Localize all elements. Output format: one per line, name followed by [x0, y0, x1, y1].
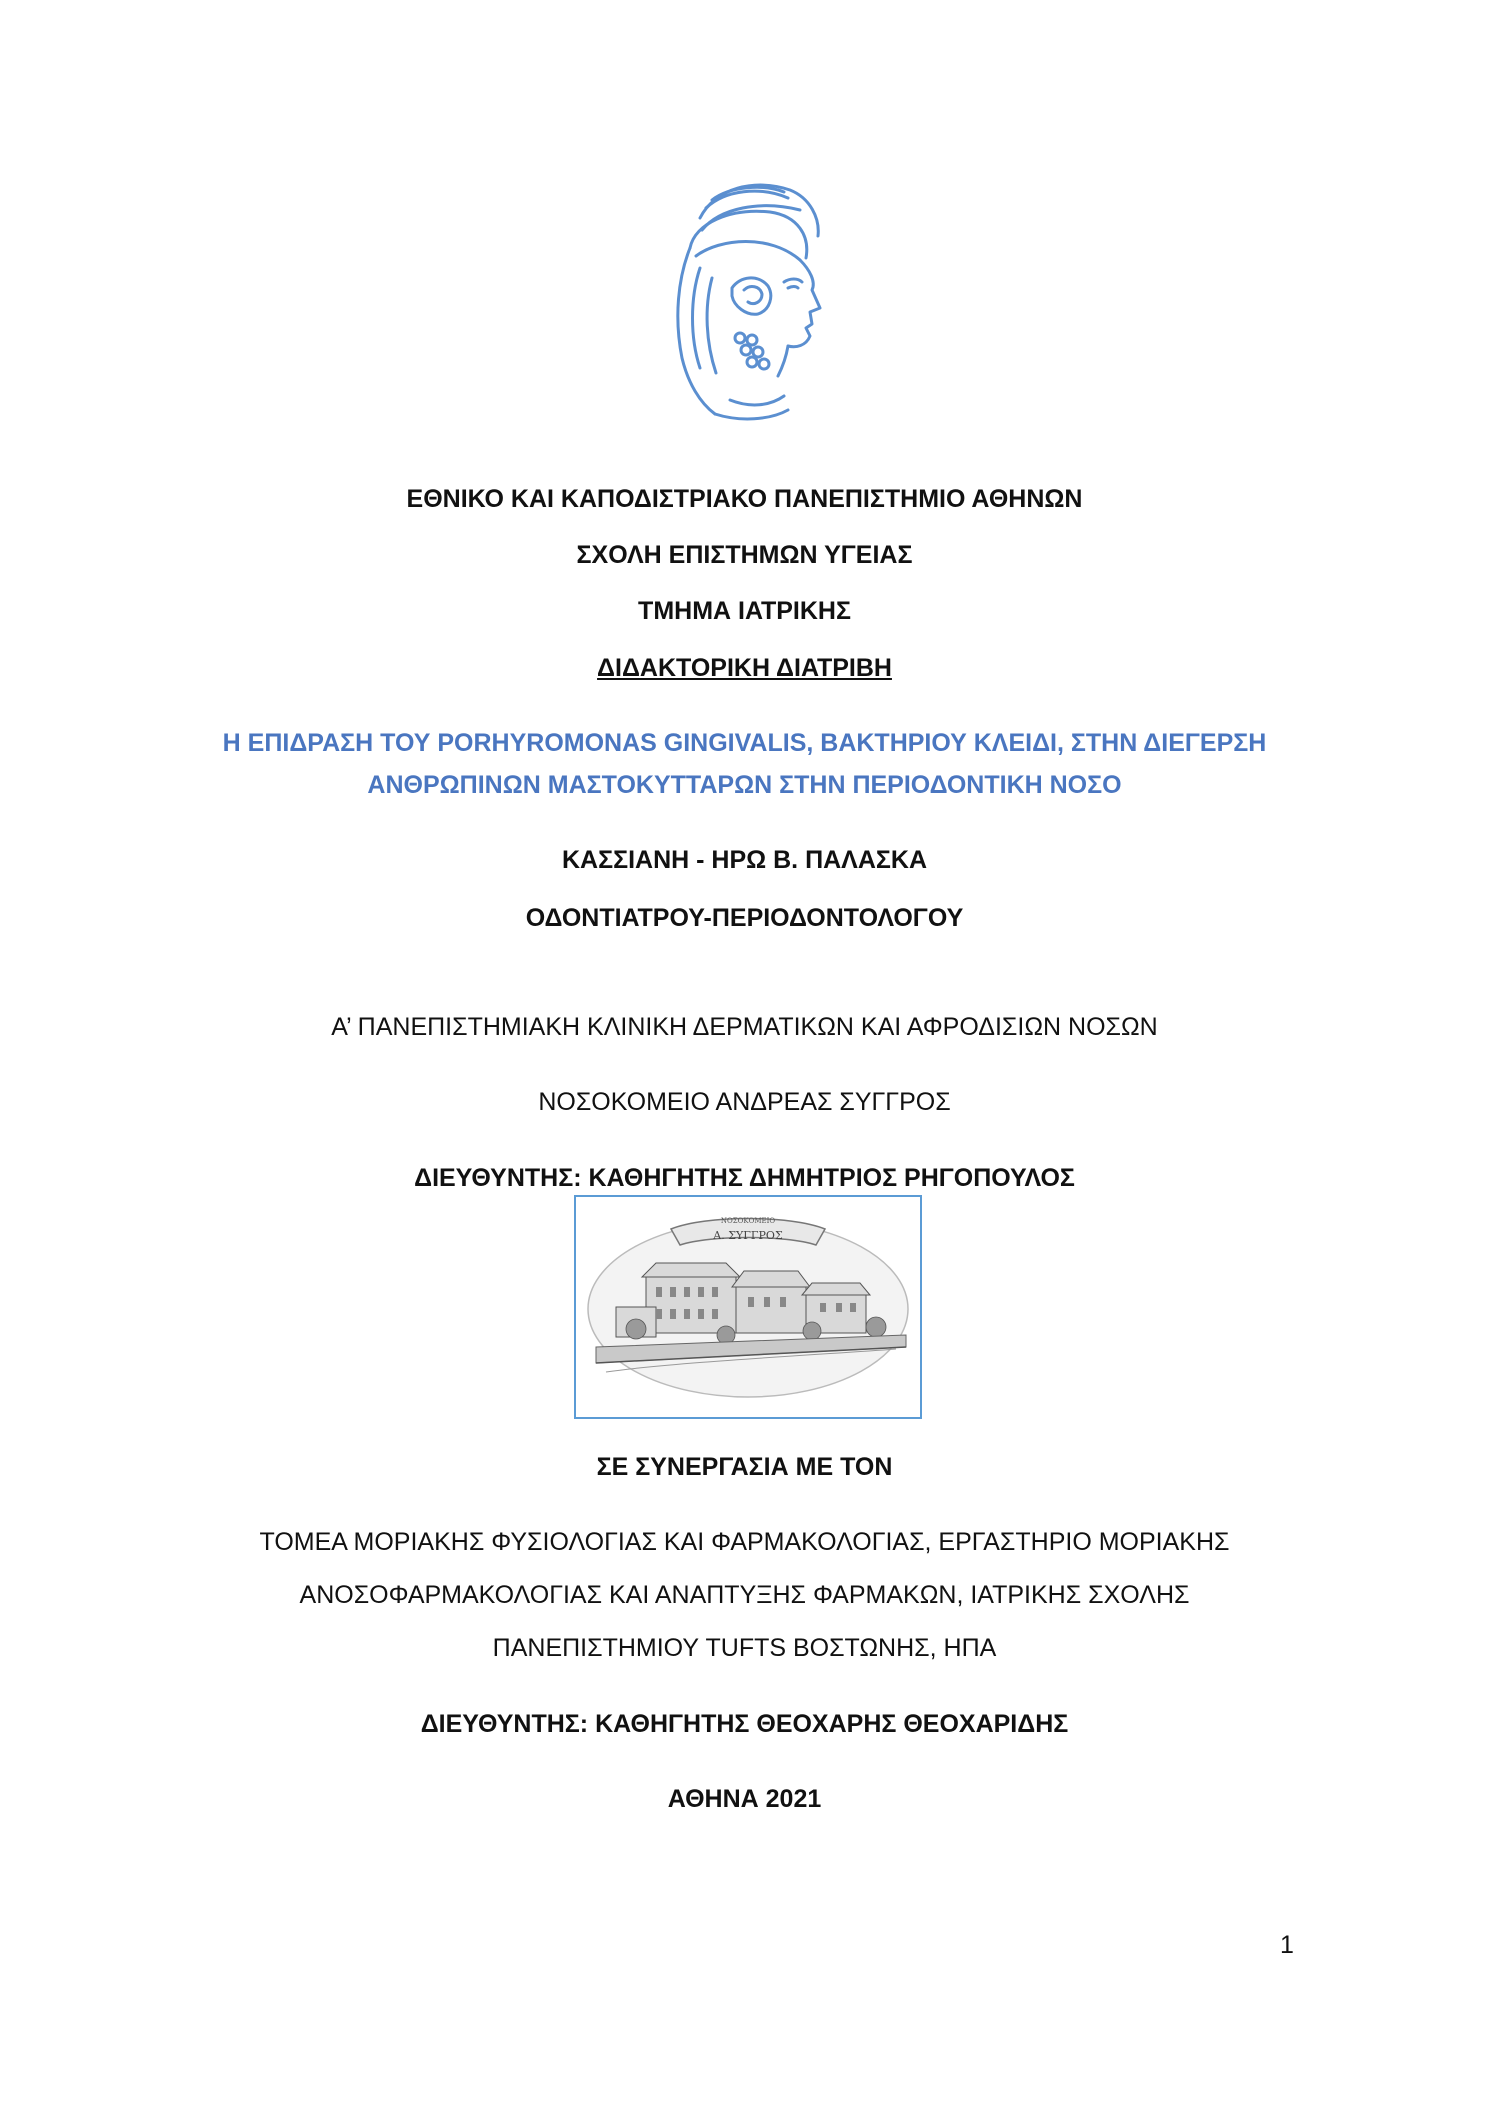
clinic-name: Α’ ΠΑΝΕΠΙΣΤΗΜΙΑΚΗ ΚΛΙΝΙΚΗ ΔΕΡΜΑΤΙΚΩΝ ΚΑΙ ΑΦΡΟΔΙΣΙΩΝ ΝΟΣΩΝ [331, 1013, 1158, 1041]
partner-line-1: ΤΟΜΕΑ ΜΟΡΙΑΚΗΣ ΦΥΣΙΟΛΟΓΙΑΣ ΚΑΙ ΦΑΡΜΑΚΟΛΟΓΙΑΣ, ΕΡΓΑΣΤΗΡΙΟ ΜΟΡΙΑΚΗΣ [259, 1528, 1230, 1556]
author-role: ΟΔΟΝΤΙΑΤΡΟΥ-ΠΕΡΙΟΔΟΝΤΟΛΟΓΟΥ [525, 904, 964, 932]
thesis-title-line-2: ΑΝΘΡΩΠΙΝΩΝ ΜΑΣΤΟΚΥΤΤΑΡΩΝ ΣΤΗΝ ΠΕΡΙΟΔΟΝΤΙΚΗ ΝΟΣΟ [367, 771, 1122, 799]
university-name: ΕΘΝΙΚΟ ΚΑΙ ΚΑΠΟΔΙΣΤΡΙΑΚΟ ΠΑΝΕΠΙΣΤΗΜΙΟ ΑΘΗΝΩΝ [406, 485, 1083, 513]
school-name: ΣΧΟΛΗ ΕΠΙΣΤΗΜΩΝ ΥΓΕΙΑΣ [576, 541, 913, 569]
banner-text: Α. ΣΥΓΓΡΟΣ [713, 1229, 783, 1242]
collaboration-label: ΣΕ ΣΥΝΕΡΓΑΣΙΑ ΜΕ ΤΟΝ [596, 1453, 893, 1481]
document-type: ΔΙΔΑΚΤΟΡΙΚΗ ΔΙΑΤΡΙΒΗ [597, 654, 892, 682]
athena-logo [660, 178, 828, 424]
director-1: ΔΙΕΥΘΥΝΤΗΣ: ΚΑΘΗΓΗΤΗΣ ΔΗΜΗΤΡΙΟΣ ΡΗΓΟΠΟΥΛΟΣ [414, 1164, 1075, 1192]
banner-small-text: ΝΟΣΟΚΟΜΕΙΟ [720, 1217, 776, 1225]
page-number: 1 [1280, 1931, 1294, 1959]
department-name: ΤΜΗΜΑ ΙΑΤΡΙΚΗΣ [638, 597, 851, 625]
hospital-name: ΝΟΣΟΚΟΜΕΙΟ ΑΝΔΡΕΑΣ ΣΥΓΓΡΟΣ [538, 1088, 951, 1116]
thesis-title-line-1: Η ΕΠΙΔΡΑΣΗ ΤΟΥ PORHYROMONAS GINGIVALIS, ΒΑΚΤΗΡΙΟΥ ΚΛΕΙΔΙ, ΣΤΗΝ ΔΙΕΓΕΡΣΗ [222, 729, 1267, 757]
place-and-year: ΑΘΗΝΑ 2021 [667, 1785, 822, 1813]
director-2: ΔΙΕΥΘΥΝΤΗΣ: ΚΑΘΗΓΗΤΗΣ ΘΕΟΧΑΡΗΣ ΘΕΟΧΑΡΙΔΗΣ [420, 1710, 1069, 1738]
author-name: ΚΑΣΣΙΑΝΗ - ΗΡΩ Β. ΠΑΛΑΣΚΑ [561, 846, 928, 874]
partner-line-3: ΠΑΝΕΠΙΣΤΗΜΙΟΥ TUFTS ΒΟΣΤΩΝΗΣ, ΗΠΑ [492, 1634, 997, 1662]
hospital-engraving-image [574, 1195, 922, 1419]
partner-line-2: ΑΝΟΣΟΦΑΡΜΑΚΟΛΟΓΙΑΣ ΚΑΙ ΑΝΑΠΤΥΞΗΣ ΦΑΡΜΑΚΩΝ, ΙΑΤΡΙΚΗΣ ΣΧΟΛΗΣ [299, 1581, 1190, 1609]
